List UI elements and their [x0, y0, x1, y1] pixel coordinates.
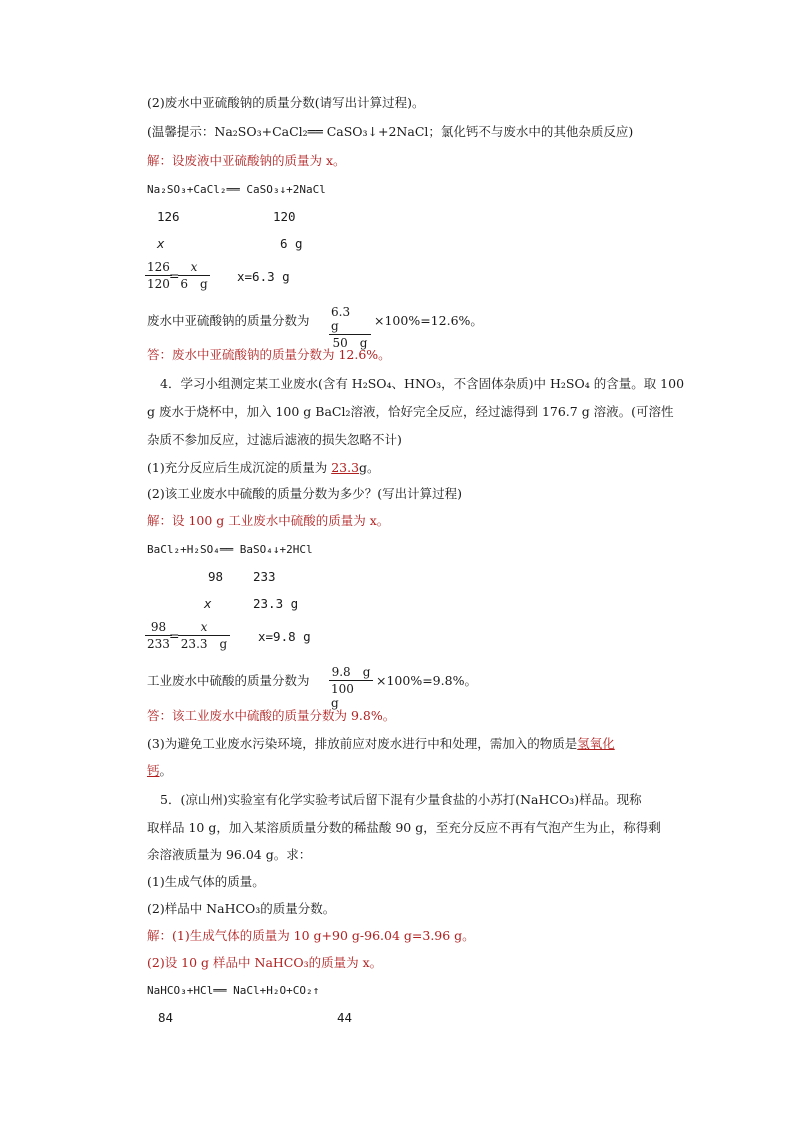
fraction-denominator: 100 g — [331, 682, 366, 710]
fraction-denominator: 233 — [147, 637, 170, 651]
q5-text-line2: 取样品 10 g，加入某溶质质量分数的稀盐酸 90 g，至充分反应不再有气泡产生为止，称得剩 — [147, 820, 661, 835]
molar-mass-left: 126 — [157, 209, 180, 224]
answer-text: 答：废水中亚硫酸钠的质量分数为 12.6%。 — [147, 347, 391, 362]
q4-ratio-fraction-a — [145, 620, 172, 651]
q4-percent-result: ×100%=9.8%。 — [376, 673, 477, 688]
hint-text: (温馨提示：Na₂SO₃+CaCl₂══ CaSO₃↓+2NaCl；氯化钙不与废水中的其他杂质反应) — [147, 124, 634, 139]
q4-mass-left: x — [204, 596, 212, 611]
q4-part3-answer-a: 氢氧化 — [577, 736, 615, 751]
q4-text-line1: 4．学习小组测定某工业废水(含有 H₂SO₄、HNO₃，不含固体杂质)中 H₂SO₄ 的含量。取 100 — [160, 376, 685, 391]
q5-solution-1: 解：(1)生成气体的质量为 10 g+90 g-96.04 g=3.96 g。 — [147, 928, 475, 943]
q4-percent-fraction — [329, 665, 373, 710]
fraction-bar — [178, 275, 210, 276]
fraction-numerator: x — [190, 260, 198, 274]
q4-text-line3: 杂质不参加反应，过滤后滤液的损失忽略不计) — [147, 432, 402, 447]
q4-equals-sign: = — [169, 628, 180, 643]
fraction-denominator: 23.3 g — [180, 637, 228, 651]
q4-answer-text: 答：该工业废水中硫酸的质量分数为 9.8%。 — [147, 708, 396, 723]
q4-equation: BaCl₂+H₂SO₄══ BaSO₄↓+2HCl — [147, 543, 313, 556]
q4-part2: (2)该工业废水中硫酸的质量分数为多少？(写出计算过程) — [147, 486, 462, 501]
percent-label: 废水中亚硫酸钠的质量分数为 — [147, 313, 310, 328]
fraction-bar — [329, 680, 373, 681]
q4-percent-label: 工业废水中硫酸的质量分数为 — [147, 673, 310, 688]
q4-part1-suffix: g。 — [359, 460, 380, 475]
fraction-numerator: x — [200, 620, 208, 634]
equation: Na₂SO₃+CaCl₂══ CaSO₃↓+2NaCl — [147, 183, 326, 196]
fraction-bar — [145, 275, 172, 276]
molar-mass-right: 120 — [273, 209, 296, 224]
q4-part1-answer: 23.3 — [331, 460, 360, 475]
q4-mass-right: 23.3 g — [253, 596, 299, 611]
equals-sign: = — [169, 268, 180, 283]
fraction-denominator: 50 g — [332, 336, 368, 350]
q4-part1-prefix: (1)充分反应后生成沉淀的质量为 — [147, 460, 332, 475]
q5-part1: (1)生成气体的质量。 — [147, 874, 265, 889]
q4-part1 — [147, 460, 380, 476]
q4-part3-answer-b: 钙 — [147, 763, 160, 778]
q4-part3-prefix: (3)为避免工业废水污染环境，排放前应对废水进行中和处理，需加入的物质是 — [147, 736, 578, 751]
ratio-fraction-b — [178, 260, 210, 291]
q5-text-line1: 5．(凉山州)实验室有化学实验考试后留下混有少量食盐的小苏打(NaHCO₃)样品。现称 — [160, 792, 642, 807]
fraction-numerator: 9.8 g — [331, 665, 371, 679]
q4-ratio-fraction-b — [178, 620, 230, 651]
q5-solution-2: (2)设 10 g 样品中 NaHCO₃的质量为 x。 — [147, 955, 383, 970]
q4-solution-intro: 解：设 100 g 工业废水中硫酸的质量为 x。 — [147, 513, 390, 528]
fraction-bar — [178, 635, 230, 636]
q4-part3 — [147, 736, 615, 752]
q4-result: x=9.8 g — [258, 629, 311, 644]
fraction-numerator: 126 — [147, 260, 170, 274]
fraction-bar — [329, 334, 371, 335]
q5-part2: (2)样品中 NaHCO₃的质量分数。 — [147, 901, 336, 916]
fraction-denominator: 120 — [147, 277, 170, 291]
fraction-denominator: 6 g — [180, 277, 208, 291]
q4-molar-mass-left: 98 — [208, 569, 224, 584]
q2-title: (2)废水中亚硫酸钠的质量分数(请写出计算过程)。 — [147, 95, 425, 110]
q4-molar-mass-right: 233 — [253, 569, 276, 584]
q4-part3-suffix: 。 — [159, 763, 173, 778]
fraction-numerator: 6.3 g — [331, 305, 363, 333]
q5-equation: NaHCO₃+HCl══ NaCl+H₂O+CO₂↑ — [147, 984, 320, 997]
q5-molar-mass-left: 84 — [158, 1010, 174, 1025]
mass-right: 6 g — [280, 236, 303, 251]
result: x=6.3 g — [237, 269, 290, 284]
ratio-fraction-a — [145, 260, 172, 291]
percent-result: ×100%=12.6%。 — [374, 313, 483, 328]
q5-text-line3: 余溶液质量为 96.04 g。求： — [147, 847, 312, 862]
fraction-bar — [145, 635, 172, 636]
q4-part3-cont — [147, 763, 172, 779]
mass-left: x — [157, 236, 165, 251]
q4-text-line2: g 废水于烧杯中，加入 100 g BaCl₂溶液，恰好完全反应，经过滤得到 176.7 g 溶液。(可溶性 — [147, 404, 674, 419]
solution-intro: 解：设废液中亚硫酸钠的质量为 x。 — [147, 153, 346, 168]
q5-molar-mass-right: 44 — [337, 1010, 353, 1025]
fraction-numerator: 98 — [150, 620, 167, 634]
percent-fraction — [329, 305, 371, 350]
